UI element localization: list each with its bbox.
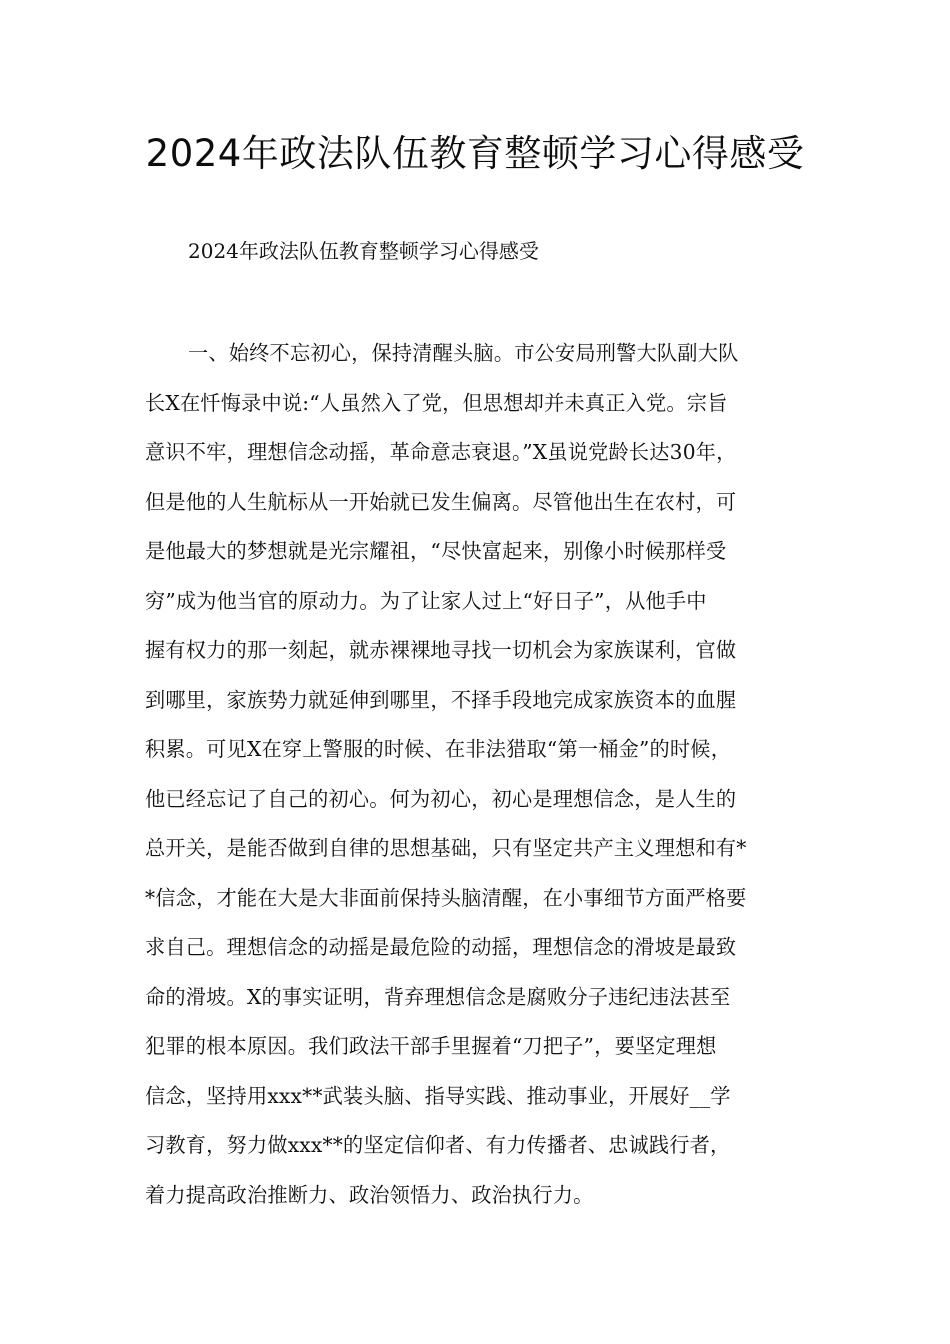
paragraph-line: 犯罪的根本原因。我们政法干部手里握着“刀把子”，要坚定理想 [145,1034,717,1058]
paragraph-line: 求自己。理想信念的动摇是最危险的动摇，理想信念的滑坡是最致 [145,935,737,959]
paragraph-line: 积累。可见X在穿上警服的时候、在非法猎取“第一桶金”的时候， [145,737,732,761]
paragraph-line: 习教育，努力做xxx**的坚定信仰者、有力传播者、忠诚践行者， [145,1133,731,1157]
paragraph-line: 一、始终不忘初心，保持清醒头脑。市公安局刑警大队副大队 [188,341,739,365]
paragraph-line: 着力提高政治推断力、政治领悟力、政治执行力。 [145,1182,594,1207]
paragraph-line: 长X在忏悔录中说:“人虽然入了党，但思想却并未真正入党。宗旨 [145,390,728,415]
paragraph-line: 他已经忘记了自己的初心。何为初心，初心是理想信念，是人生的 [145,786,737,811]
paragraph-line: 命的滑坡。X的事实证明，背弃理想信念是腐败分子违纪违法甚至 [145,984,731,1009]
paragraph-line: 穷”成为他当官的原动力。为了让家人过上“好日子”，从他手中 [145,588,707,613]
paragraph-line: 但是他的人生航标从一开始就已发生偏离。尽管他出生在农村，可 [145,489,737,514]
document-title: 2024年政法队伍教育整顿学习心得感受 [145,132,805,175]
document-subtitle: 2024年政法队伍教育整顿学习心得感受 [188,239,539,263]
paragraph-line: 信念，坚持用xxx**武装头脑、指导实践、推动事业，开展好__学 [145,1083,731,1108]
paragraph-line: 意识不牢，理想信念动摇，革命意志衰退。”X虽说党龄长达30年， [145,440,737,464]
paragraph-line: 总开关，是能否做到自律的思想基础，只有坚定共产主义理想和有* [145,836,747,860]
body-paragraph [145,333,820,1224]
paragraph-line: 是他最大的梦想就是光宗耀祖，“尽快富起来，别像小时候那样受 [145,539,727,563]
paragraph-line: 握有权力的那一刻起，就赤裸裸地寻找一切机会为家族谋利，官做 [145,638,737,662]
paragraph-line: 到哪里，家族势力就延伸到哪里，不择手段地完成家族资本的血腥 [145,687,737,712]
paragraph-line: *信念，才能在大是大非面前保持头脑清醒，在小事细节方面严格要 [145,885,747,910]
